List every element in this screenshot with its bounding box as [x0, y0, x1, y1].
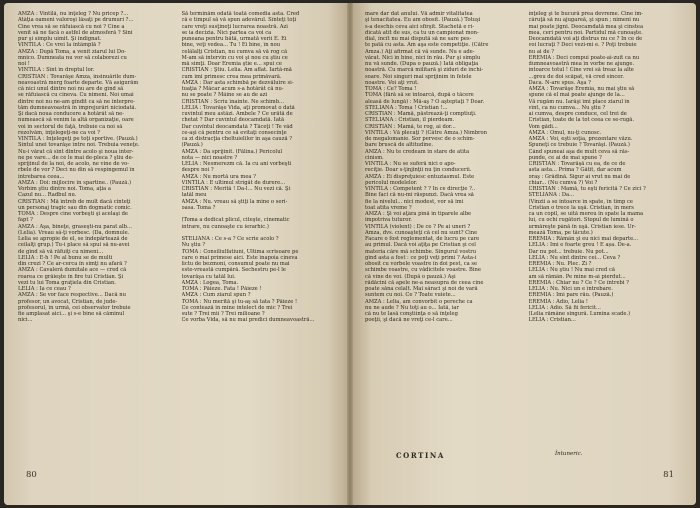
- text-line: CRISTIAN : Mamă, tu eşti fericită ? Ce zici ?: [528, 186, 646, 192]
- left-page-columns: [18, 11, 336, 451]
- text-line: CRISTIAN : Tovarăşe Amza, insinuările dum-: [18, 73, 137, 80]
- stage-direction-end: Întuneric.: [555, 451, 583, 457]
- text-line: (Lelia). Vreau să-ţi vorbesc. (Da, domnule.: [18, 229, 130, 236]
- text-line: Cine vrea să se răfuiască cu noi ? Cine a: [18, 23, 125, 30]
- text-line: profesor, un avocat, Cristian, de jude-: [18, 298, 118, 305]
- text-line: dintre noi nu ne-am gîndit ca să ne interpre-: [18, 98, 135, 105]
- text-line: ai cumva, despre conduce, cel trei de: [528, 111, 627, 117]
- text-line: EREMIA : Chiar nu ? Ce ? Ce întrebi ?: [528, 279, 629, 286]
- text-line: VINTILĂ : Inţelegeţi pe toţi sportive. (Pauză.): [18, 136, 138, 142]
- text-line: chetat ? Dar cuvîntul deocamdată. Iată: [181, 117, 285, 124]
- text-line: asta asta... Prima ? Gătit, dar acum: [528, 167, 622, 174]
- text-line: obosit cu vorbele voastre în doi pest, ca se: [365, 261, 478, 267]
- text-line: rădăcini că apele ne-a neasupra de ceea cine: [365, 279, 484, 286]
- text-line: poeţii, şi dacă ne vreţi ce-l care...: [365, 317, 453, 324]
- text-line: numească să venim la altă organizaţie, oare: [18, 117, 134, 124]
- text-line: Cazul nu... Radbul nu.: [18, 192, 77, 199]
- text-line: gînd asta a fost : ce poţi veţi primi ? Asta-i: [365, 254, 477, 261]
- text-line: tatăl meu: [181, 192, 207, 199]
- page-number-right: 81: [663, 470, 674, 480]
- text-line: Facare o fost reglementat, de lucru pe care: [365, 236, 480, 242]
- text-line: ca un copil, se uită mereu în spate la mama: [528, 211, 644, 217]
- text-line: nu ne aude ? Nu toţi au o... Iată, iar: [365, 304, 459, 311]
- text-line: nu vă sunde. (Dupa o pauză.) Iată obligaţia: [365, 61, 479, 67]
- text-line: AMZA : Nu. vreau să ştiţi la mine o seri-: [181, 198, 288, 205]
- text-line: materia căre mă schimbe. Singurul vostru: [365, 248, 477, 255]
- text-line: AMZA : Nu mortă ura mea ?: [181, 173, 256, 180]
- text-line: lictu de bezmoni, consumul poate nu mai: [181, 261, 290, 267]
- text-line: noastre. Voi aţi vrut.: [365, 79, 419, 86]
- text-line: STELIANA : Ce s-a ? Ce scrie acolo ?: [181, 236, 279, 242]
- text-line: LELIA : Nu ştiu ! Nu mai cred că: [528, 267, 615, 274]
- text-line: pericolul modelelor.: [365, 179, 418, 186]
- text-line: tovarăşa cu tatăl lui.: [181, 273, 236, 280]
- text-line: AMZA : Vintilă, nu înţeleg ? Nu pricep ?...: [18, 11, 129, 17]
- text-line: Spuneţi ce trebuie ? Tovarăşi. (Pauză.): [528, 142, 630, 149]
- text-line: urmăreşte până în uşă. Cristian iese. Ur-: [528, 223, 636, 230]
- text-line: intrare, nu cunoaşte cu ierarhic.): [181, 223, 269, 230]
- text-line: s-a deschis ceva aici sfîrşit. Stachetă e ri-: [365, 23, 474, 30]
- text-line: toat atîta vreme ?: [365, 204, 412, 211]
- text-line: TOMA : Despre cine vorbeşti şi acelaşi de: [18, 211, 128, 217]
- curtain-label: CORTINA: [396, 451, 445, 460]
- text-line: nu se poate ? Mâine se au de azi: [181, 92, 268, 99]
- text-line: sprijinul de la noi, de acolo, ne vine de vo-: [18, 161, 130, 167]
- text-line: voi în sectorul de faţă, trebuie ca noi să: [18, 123, 123, 130]
- text-line: Amza.) Aţi afirmat că vă sunde. Nu e ade-: [365, 48, 475, 55]
- text-line: Nu ştiu ?: [181, 242, 206, 249]
- text-line: LELIA : Adio. Să fii fericit...: [528, 304, 601, 311]
- text-line: roarea ce grăieşte în fire tui Cristian. Şi: [18, 273, 124, 280]
- text-line: VINTILĂ (violent) : De ce ? Pe ai uneri ?: [365, 223, 471, 230]
- text-line: mea, ceri pentru noi. Partidul mă cunoaşte.: [528, 29, 643, 36]
- text-line: reciţie. Doar s-ţinjinţii nu ţin conducerii.: [365, 167, 472, 174]
- text-line: sute ? Trei mii ? Trei milioane ?: [181, 311, 265, 317]
- text-line: fie amplasat aici... şi s-e bine să căminul: [18, 311, 125, 317]
- text-line: care o mai primese aici. Este înapoia cineva: [181, 254, 298, 261]
- text-line: noi !: [18, 61, 30, 67]
- text-line: LELIA : Ia ce ceau ?: [18, 286, 71, 292]
- text-line: oasa. Toma ?: [181, 204, 216, 211]
- text-line: chiar... (Nu cumva ?) Voi ?: [528, 179, 598, 186]
- text-line: Amza, dvs. cunoaşteţi că cel nu sunt? Cine: [365, 229, 478, 236]
- text-line: nici...: [18, 317, 33, 324]
- text-line: AMZA : Doi: mijlocire în spartine.. (Pauză.): [18, 179, 132, 186]
- text-line: STELIANA : Cristian, îl pierdeam.: [365, 117, 455, 124]
- text-line: Deocamdată voi aţi distrus nu ce ? In ce de: [528, 36, 643, 42]
- text-line: EREMIA : Nu. Plec. Zi ?: [528, 261, 592, 267]
- text-line: se răfuiască cu cineva. Cu nimeni. Noi umai: [18, 92, 134, 99]
- text-line: Dar nu pot... trebuie. Nu pot...: [528, 248, 609, 255]
- text-line: (Pauză.): [181, 142, 203, 149]
- text-line: nu ai de ?: [528, 48, 555, 55]
- left-column-1: [18, 11, 173, 451]
- right-column-2: [529, 11, 684, 451]
- text-line: AMZA : Logea, Toma.: [181, 279, 239, 286]
- text-line: vînt, ca nu cumva... Nu ştiu ?: [528, 104, 606, 111]
- text-line: Ce contează în mine intelect de mic ? Trei: [181, 304, 293, 311]
- text-line: Daca. N-are spus. Aşa ?: [528, 79, 591, 86]
- text-line: venit să ne facă o astfel de atmosferă ? Sini: [18, 29, 133, 36]
- left-column-2: [182, 11, 337, 451]
- text-line: AMZA : Omul, nu-ţi cunosc.: [528, 129, 602, 136]
- text-line: neavoastră merg foarte departe. Vă asigurăm: [18, 79, 139, 86]
- text-line: Sintul unei tovarăşe între noi. Trebuia veneţe.: [18, 142, 140, 149]
- text-line: de megalomanie. Sor pervesc de o schim-: [365, 136, 475, 142]
- text-line: Dar cuvîntul deocamdată ? Tăceţi ! Te văd: [181, 123, 293, 130]
- text-line: AMZA : Cum ziarul spun ?: [181, 292, 251, 299]
- text-line: VINTILĂ : E ultimul strigăt de durere...: [181, 179, 286, 186]
- text-line: ne pe vare... de ce le mai de-pleca ? ştiu de-: [18, 154, 134, 161]
- text-line: au primul. Dacă voi aţîţa pe Cristian şi cel: [365, 242, 476, 249]
- text-line: LELIA : Cristian...: [528, 317, 576, 324]
- text-line: LELIA : Nu sînt dintre cei... Ceva ?: [528, 254, 621, 261]
- text-line: VINTILĂ : Competent ? ? In ce direcţie ?..: [365, 186, 476, 192]
- text-line: suntem cu noi. Ce ? Toate vuiete...: [365, 292, 456, 299]
- text-line: pur şi simplu uimit. Şi indignat.: [18, 36, 102, 42]
- text-line: AMZA : Se vor face respective... Dacă nu: [18, 292, 126, 299]
- text-line: nota — nici noastre ?: [181, 154, 238, 161]
- text-line: dumneavoastră mea în vorbe ne ajunge.: [528, 61, 635, 67]
- text-line: VINTILĂ : Sînt în dreptul lor.: [18, 67, 95, 74]
- text-line: ...greu de doi scăpat, vă cred sincer.: [528, 73, 624, 80]
- text-line: CRISTIAN : Mamă, păstrează-ţi comptiuţi.: [365, 111, 477, 117]
- text-line: ce-aşi că pentru ce să evitaţi consecinţe: [181, 129, 287, 136]
- text-line: (Lelia rămâne singură. Lumina scade.): [528, 311, 631, 317]
- text-line: LELIA : Tovarăşe Vida, aţi promovat o dată: [181, 104, 295, 111]
- text-line: EREMIA : Îmi pare rău. (Pauză.): [528, 292, 614, 299]
- text-line: AMZA : Ei dispreţuiesc entuziasmul. Este: [365, 173, 475, 180]
- text-line: vărat. Nici în bine, nici în rău. Pur şi simplu: [365, 54, 481, 61]
- text-line: EREMIA : Deci compui poate-ai-zuit ca nu: [528, 54, 640, 61]
- text-line: TOMA : Păieze. Fata ! Păieze !: [181, 286, 262, 292]
- text-line: Vorbim ştiu dintre noi. Toma, aţia a: [18, 186, 112, 192]
- text-line: Atâţia oameni valoroşi lăsaţi pe drumuri ?...: [18, 17, 134, 24]
- text-line: spune că el mai poate ajunge de la...: [528, 92, 625, 99]
- book-gutter: [347, 3, 353, 505]
- text-line: şi tenacitatea. Eu am obosit. (Pauză.) Totuşi: [365, 17, 481, 24]
- text-line: împotriva tuturor.: [365, 217, 412, 224]
- page-number-left: 80: [26, 470, 37, 480]
- text-line: STELIANA : Toma ! Cristian !...: [365, 104, 448, 111]
- text-line: tuaţia ? Măcar acum s-a hotărât că nu-: [181, 86, 284, 92]
- text-line: AMZA : Cavaleră dumitale ace — cred că: [18, 267, 127, 274]
- text-line: care vreţi susţineţi lucrarea noastră. Azi: [181, 23, 288, 30]
- text-line: înţeleg şi te bucură prea devreme. Cine îm-: [528, 11, 644, 17]
- text-line: noastră. Cu marcă militară şi ziduri de închi-: [365, 67, 484, 74]
- text-line: CRISTIAN : Scriu înainte. Ne schimb...: [181, 98, 284, 105]
- text-line: LELIA : Nesmerezm că. Ia cu ani vorbeşti: [181, 161, 292, 167]
- text-line: Nu-i vărat că sînt dintre acolo şi noua inter-: [18, 148, 134, 155]
- text-line: despre noi ?: [181, 167, 214, 174]
- text-line: LELIA : Îmi e foarte greu ! E așa. De-a.: [528, 242, 632, 249]
- text-line: aleasă de lungă) : Mă-aş ? O aşteptaţi ? Doar.: [365, 98, 485, 105]
- text-line: că nu te lasă conştiinţa o să înţeleg: [365, 311, 458, 317]
- text-line: mă simţi. Doar Eremia ştie e... spui ce: [181, 61, 283, 67]
- text-line: Vă rugăm nu. Iarăşi îmi place ziarul în: [528, 98, 630, 105]
- text-line: mai poate jigni. Deocamdată mea şi cinstea: [528, 23, 644, 30]
- right-column-1: [365, 11, 520, 451]
- text-line: TOMA : Nu merită şi tu-aş să tata ? Păieze !: [181, 298, 298, 305]
- text-line: Ce vorba Vida, să nu mai predici dumneavoastră...: [181, 317, 315, 324]
- text-line: cum îmi primesc crea mea primăvară.: [181, 73, 282, 80]
- text-line: Cristian, toate de la tot ceea ce se-rugă.: [528, 117, 635, 124]
- left-page: [4, 3, 349, 505]
- text-line: CRISTIAN : Ştiu. Lelia. Am aflat. Iartă-mă: [181, 67, 292, 74]
- text-line: soare. Noi singuri mai sprijinim în fetele: [365, 73, 472, 80]
- text-line: AMZA : Nu te credeam în stare de atîta: [365, 148, 470, 155]
- text-line: Cristian o trece la uşă. Cristian, în mers: [528, 204, 634, 211]
- text-line: VINTILĂ : Nu se suferă nici o apo-: [365, 161, 456, 167]
- text-line: din crezi ? Ce ar-cerca în simţi nu afară ?: [18, 261, 127, 267]
- text-line: (Vînzii a se întoarce în spate, în timp ce: [528, 198, 633, 205]
- text-line: punde, ce ai de mai spune ?: [528, 154, 602, 161]
- text-line: că e timpul să vă spun adevărul. Sînteţi toţi: [181, 17, 297, 24]
- text-line: bine, veţi vedea... Tu ! Ei bine, în nou: [181, 42, 281, 49]
- text-line: vezi tu lui Toma graţiela din Cristian.: [18, 279, 116, 286]
- text-line: VINTILĂ : Ce vrei la întâmplă ?: [18, 42, 101, 49]
- text-line: Să terminăm odată toată comedia asta. Cred: [181, 11, 300, 17]
- text-line: lui, cu ochi rugători. Stopul de lumină o: [528, 217, 634, 224]
- text-line: rbele de vor ? Deci nu din să respingemul în: [18, 167, 135, 174]
- text-line: profesorul, în urmă, cei observator trebuie: [18, 304, 131, 311]
- text-line: TOMA : Ce? Toma !: [365, 86, 417, 92]
- text-line: TOMA : Consiliulfatiuni, Ultima scrisoare pe: [181, 248, 299, 255]
- text-line: CRISTIAN : Mamă, te rog, ai dor...: [365, 123, 456, 130]
- text-line: de gînd să vă răfuiţi cu nimeni...: [18, 248, 104, 255]
- text-line: am să rămân. Pe mine m-ai pierdut...: [528, 273, 626, 280]
- text-line: mează Toma, pe tăcute.): [528, 229, 593, 236]
- text-line: oraş : Grădină. Sigur ai vrut nu mai de: [528, 173, 631, 180]
- text-line: voi lucraţi ? Deci vezi-mi e. ? Poţi trebuie: [528, 42, 637, 49]
- text-line: CRISTIAN : Mă întreb de mult dacă cinteţi: [18, 198, 131, 205]
- text-line: puneana pentru bătă, urmată verii E. Ei: [181, 36, 287, 42]
- text-line: TOMA (fără să se întoarcă, după o tăcere: [365, 92, 474, 99]
- text-line: celălalţi Cristian, nu cumva să vă rog că: [181, 48, 288, 55]
- text-line: bare bruscă de altitudine.: [365, 142, 434, 149]
- text-line: Şi dacă noua conducere a hotărât să ne-: [18, 111, 124, 117]
- text-line: dial, încît nu mai dispută să ne sare pes-: [365, 36, 472, 42]
- text-line: EREMIA : Adio, Lelia !: [528, 298, 588, 305]
- text-line: se ia decizia. Nici partea ca voi ca: [181, 29, 272, 36]
- right-page-columns: [365, 11, 683, 451]
- text-line: AMZA : Voi, eşti soţia, prezentare văzu.: [528, 136, 633, 142]
- text-line: M-am să intervin cu voi şi nou cu ştiu ce: [181, 54, 288, 61]
- text-line: AMZA : Dar asta schimbă pe dezvăluire si-: [181, 79, 294, 86]
- text-line: intrebarea ceea...: [18, 173, 65, 180]
- text-line: LELIA : E-h ! Pe al bunu se de multi: [18, 254, 113, 261]
- text-line: AMZA : Tovarăşe Eremia, nu mai ştiu să: [528, 86, 635, 92]
- text-line: AMZA : Şi voi aţâra pînă în tiparele albe: [365, 211, 472, 217]
- text-line: Când spuneai aşa de mult ceva să răs-: [528, 148, 630, 155]
- text-line: ca zi distracţia cheltuielilor în aşa cauză ?: [181, 136, 292, 142]
- text-line: căruţă să nu ajugareă, şi spun ; nimeni nu: [528, 17, 640, 24]
- text-line: AMZA : Da sprijinit. (Fălina.) Pericolul: [181, 148, 283, 155]
- text-line: EREMIA : Rămân şi eu nici mai departe...: [528, 236, 639, 242]
- text-line: că nici unul dintre noi nu are de gînd să: [18, 86, 124, 92]
- text-line: CRISTIAN : Merită ! Da-l... Nu vezi că. Şi: [181, 186, 291, 192]
- text-line: Lelia se apropie de el, se îndepărtează de: [18, 236, 128, 242]
- text-line: AMZA : Lelia, am convorbit o pereche ca: [365, 298, 473, 305]
- right-page: [351, 3, 696, 505]
- text-line: (Toma a dedicat plicul, citeşte, cinematic: [181, 217, 290, 224]
- text-line: mnico. Dumneata nu vor să colaborezi cu: [18, 54, 127, 61]
- text-line: tăm dumneavoastră în împrejurări niciodată.: [18, 104, 137, 111]
- text-line: întoarce totul ! Cine vrei să treaz la alte: [528, 67, 634, 74]
- text-line: ceilalţi grup.) Tu-i place să spui să nu-avei: [18, 242, 130, 249]
- text-line: LELIA : Nu. Nici un e întrebare.: [528, 286, 613, 292]
- text-line: cuvîntul meu astăzi. Ambele ? Ce urătă de: [181, 111, 293, 117]
- text-line: un personaj tragic sau din dogmatic comic.: [18, 204, 132, 211]
- text-line: mare dar dat anului. Vă admir vitalitatea: [365, 11, 473, 17]
- text-line: te pată cu asta. Am aşa este competiţie. (Către: [365, 42, 489, 49]
- text-line: Vom gădi...: [528, 123, 558, 130]
- text-line: poate săna celalt. Mai săraci şi noi de vară: [365, 286, 478, 292]
- text-line: CRISTIAN : Tovarăşă cu ea, de ce de: [528, 161, 626, 167]
- text-line: AMZA : Aşa, bineţe, graseşti-nu parat alb...: [18, 223, 132, 230]
- text-line: că vine de voi. (După o pauză.) Aşi: [365, 273, 456, 280]
- text-line: este-vreastă cumpără. Sechestru pe-l le: [181, 267, 286, 274]
- text-line: fapt ?: [18, 217, 33, 224]
- text-line: dicată atît de sus, ca tu un campionat mon-: [365, 29, 479, 36]
- text-line: VINTILĂ : Vă plecaţi ? (Către Amza.) Nimbron: [365, 129, 488, 136]
- text-line: fie la nivelul... nici modest, vor să îmi: [365, 198, 464, 205]
- book-spread: [4, 3, 696, 505]
- text-line: schimbe voastre, cu vădicitele voastre. Bine: [365, 267, 481, 274]
- text-line: AMZA : După Toma, a venit ziarul lui Do-: [18, 48, 126, 55]
- text-line: STELIANA : Da...: [528, 192, 575, 199]
- text-line: cinism.: [365, 154, 384, 161]
- text-line: Bine faci că nu-mi răspunzi. Dacă vrea să: [365, 192, 474, 199]
- text-line: rezolvăm, înţelegeţi-ne ca voi ?: [18, 129, 100, 136]
